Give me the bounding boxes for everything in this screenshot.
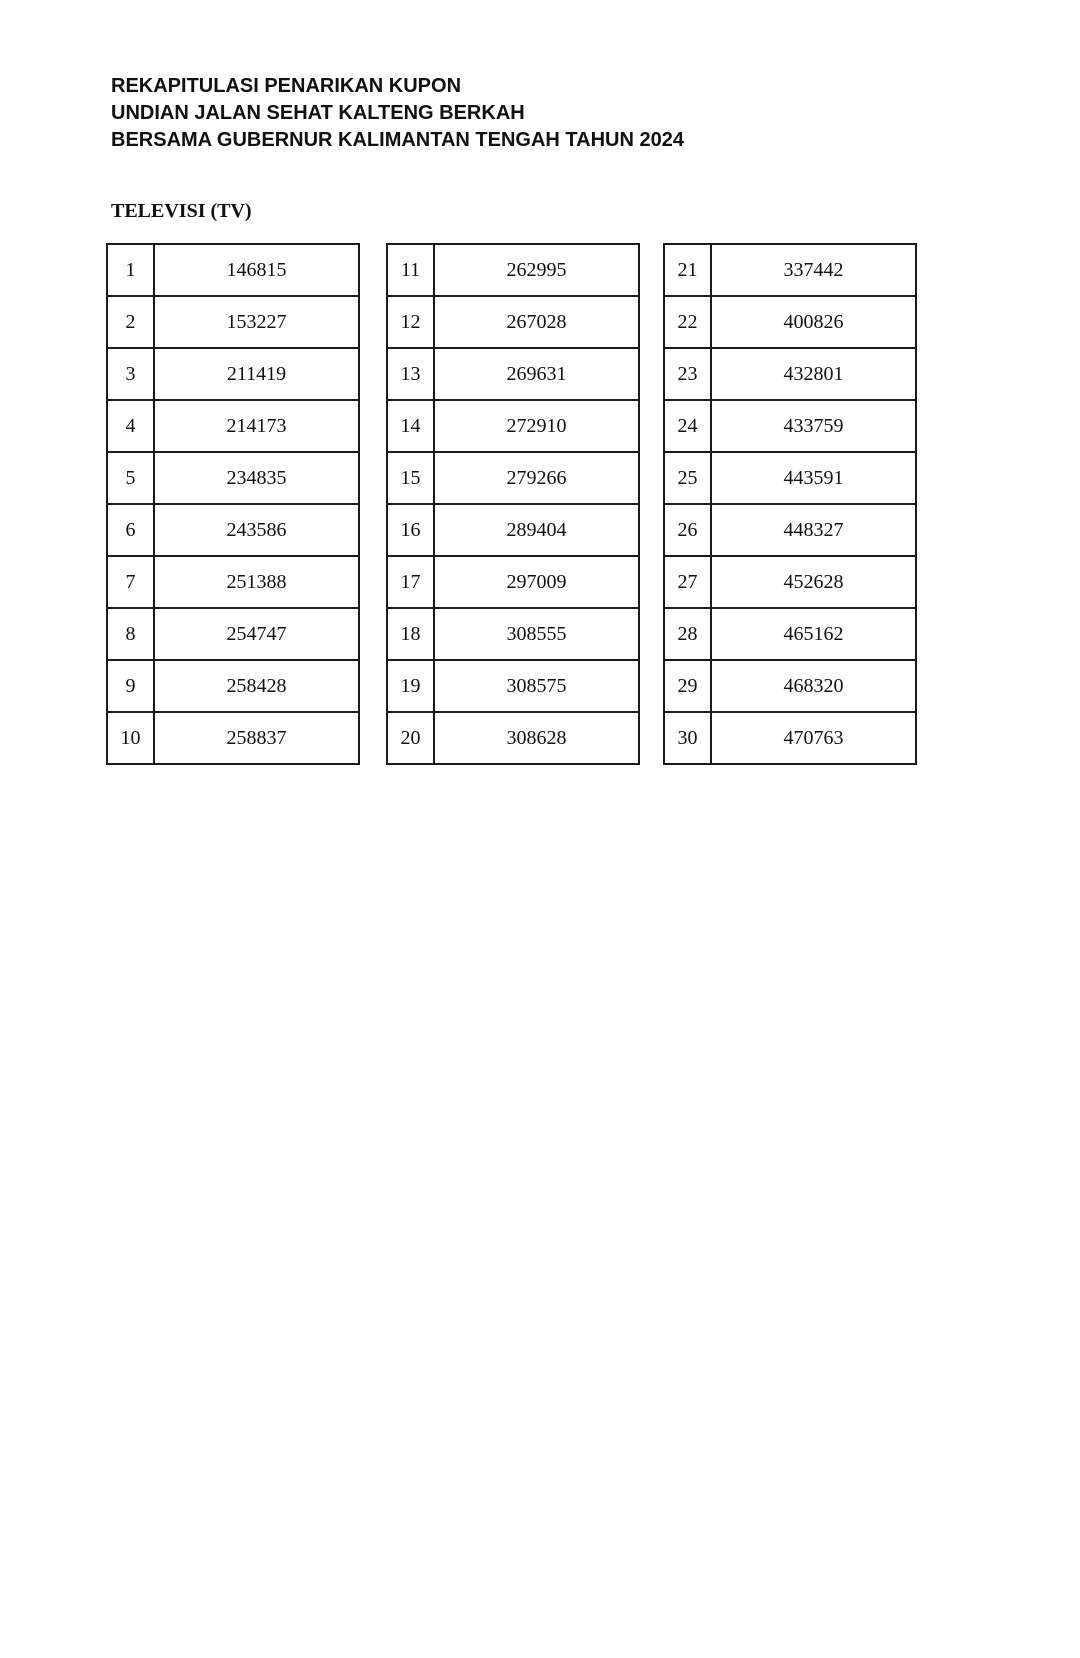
coupon-number-cell: 272910 bbox=[434, 400, 639, 452]
row-number-cell: 10 bbox=[107, 712, 154, 764]
row-number-cell: 24 bbox=[664, 400, 711, 452]
table-row bbox=[664, 660, 916, 712]
table-row bbox=[387, 452, 639, 504]
table-row bbox=[664, 296, 916, 348]
coupon-number-cell: 243586 bbox=[154, 504, 359, 556]
row-number-cell: 1 bbox=[107, 244, 154, 296]
row-number-cell: 22 bbox=[664, 296, 711, 348]
row-number-cell: 9 bbox=[107, 660, 154, 712]
row-number-cell: 14 bbox=[387, 400, 434, 452]
row-number-cell: 16 bbox=[387, 504, 434, 556]
table-row bbox=[664, 244, 916, 296]
coupon-number-cell: 465162 bbox=[711, 608, 916, 660]
coupon-table-3 bbox=[663, 243, 917, 765]
coupon-number-cell: 443591 bbox=[711, 452, 916, 504]
coupon-number-cell: 452628 bbox=[711, 556, 916, 608]
table-row bbox=[387, 244, 639, 296]
coupon-number-cell: 289404 bbox=[434, 504, 639, 556]
row-number-cell: 19 bbox=[387, 660, 434, 712]
coupon-number-cell: 267028 bbox=[434, 296, 639, 348]
table-row bbox=[387, 348, 639, 400]
coupon-table-2 bbox=[386, 243, 640, 765]
row-number-cell: 4 bbox=[107, 400, 154, 452]
row-number-cell: 27 bbox=[664, 556, 711, 608]
table-row bbox=[664, 712, 916, 764]
row-number-cell: 7 bbox=[107, 556, 154, 608]
coupon-number-cell: 468320 bbox=[711, 660, 916, 712]
coupon-number-cell: 470763 bbox=[711, 712, 916, 764]
row-number-cell: 8 bbox=[107, 608, 154, 660]
table-row bbox=[664, 556, 916, 608]
coupon-number-cell: 254747 bbox=[154, 608, 359, 660]
coupon-table-1 bbox=[106, 243, 360, 765]
coupon-number-cell: 400826 bbox=[711, 296, 916, 348]
table-row bbox=[664, 504, 916, 556]
coupon-number-cell: 297009 bbox=[434, 556, 639, 608]
row-number-cell: 5 bbox=[107, 452, 154, 504]
table-row bbox=[107, 504, 359, 556]
coupon-number-cell: 258837 bbox=[154, 712, 359, 764]
coupon-number-cell: 308628 bbox=[434, 712, 639, 764]
coupon-number-cell: 262995 bbox=[434, 244, 639, 296]
coupon-number-cell: 211419 bbox=[154, 348, 359, 400]
table-row bbox=[387, 712, 639, 764]
table-row bbox=[664, 348, 916, 400]
coupon-number-cell: 448327 bbox=[711, 504, 916, 556]
row-number-cell: 2 bbox=[107, 296, 154, 348]
table-row bbox=[107, 660, 359, 712]
coupon-number-cell: 258428 bbox=[154, 660, 359, 712]
table-row bbox=[387, 608, 639, 660]
coupon-number-cell: 269631 bbox=[434, 348, 639, 400]
table-row bbox=[387, 556, 639, 608]
row-number-cell: 11 bbox=[387, 244, 434, 296]
row-number-cell: 26 bbox=[664, 504, 711, 556]
table-row bbox=[107, 244, 359, 296]
table-row bbox=[664, 400, 916, 452]
table-row bbox=[664, 452, 916, 504]
row-number-cell: 29 bbox=[664, 660, 711, 712]
table-row bbox=[664, 608, 916, 660]
heading-line-2: UNDIAN JALAN SEHAT KALTENG BERKAH bbox=[111, 102, 525, 124]
row-number-cell: 23 bbox=[664, 348, 711, 400]
row-number-cell: 17 bbox=[387, 556, 434, 608]
row-number-cell: 21 bbox=[664, 244, 711, 296]
row-number-cell: 25 bbox=[664, 452, 711, 504]
table-row bbox=[107, 400, 359, 452]
row-number-cell: 28 bbox=[664, 608, 711, 660]
coupon-number-cell: 433759 bbox=[711, 400, 916, 452]
row-number-cell: 15 bbox=[387, 452, 434, 504]
row-number-cell: 3 bbox=[107, 348, 154, 400]
coupon-number-cell: 279266 bbox=[434, 452, 639, 504]
coupon-number-cell: 153227 bbox=[154, 296, 359, 348]
document-heading bbox=[111, 73, 684, 154]
table-row bbox=[107, 556, 359, 608]
row-number-cell: 30 bbox=[664, 712, 711, 764]
coupon-number-cell: 337442 bbox=[711, 244, 916, 296]
table-row bbox=[107, 452, 359, 504]
row-number-cell: 13 bbox=[387, 348, 434, 400]
section-title: TELEVISI (TV) bbox=[111, 200, 252, 222]
coupon-number-cell: 432801 bbox=[711, 348, 916, 400]
table-row bbox=[387, 296, 639, 348]
table-row bbox=[387, 504, 639, 556]
row-number-cell: 18 bbox=[387, 608, 434, 660]
table-row bbox=[387, 400, 639, 452]
table-row bbox=[107, 712, 359, 764]
coupon-number-cell: 308575 bbox=[434, 660, 639, 712]
row-number-cell: 6 bbox=[107, 504, 154, 556]
row-number-cell: 20 bbox=[387, 712, 434, 764]
table-row bbox=[107, 348, 359, 400]
coupon-number-cell: 308555 bbox=[434, 608, 639, 660]
coupon-number-cell: 146815 bbox=[154, 244, 359, 296]
row-number-cell: 12 bbox=[387, 296, 434, 348]
table-row bbox=[107, 296, 359, 348]
table-row bbox=[107, 608, 359, 660]
table-row bbox=[387, 660, 639, 712]
heading-line-1: REKAPITULASI PENARIKAN KUPON bbox=[111, 75, 462, 97]
coupon-number-cell: 214173 bbox=[154, 400, 359, 452]
coupon-number-cell: 251388 bbox=[154, 556, 359, 608]
coupon-number-cell: 234835 bbox=[154, 452, 359, 504]
heading-line-3: BERSAMA GUBERNUR KALIMANTAN TENGAH TAHUN 2024 bbox=[111, 129, 684, 151]
